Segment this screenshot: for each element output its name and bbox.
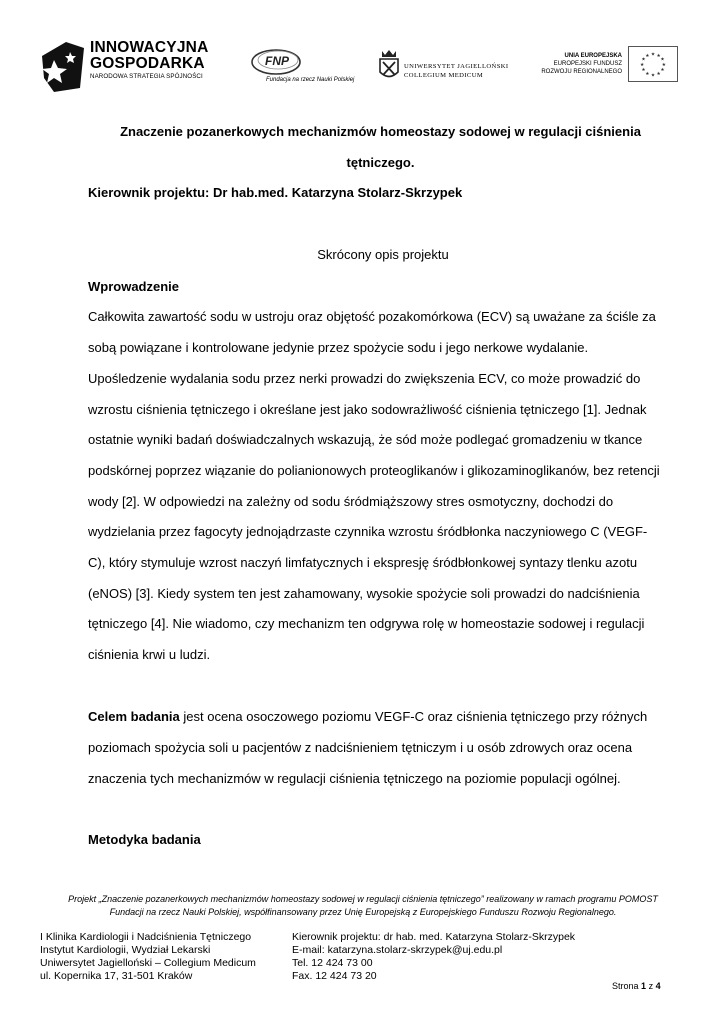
- eu-logo: [536, 46, 680, 84]
- subtitle: Skrócony opis projektu: [317, 247, 449, 262]
- svg-text:★: ★: [650, 73, 656, 79]
- methods-heading: Metodyka badania: [88, 832, 201, 847]
- intro-line: (eNOS) [3]. Kiedy system ten jest zahamowany, wysokie spożycie soli prowadzi do nadciśnienia: [88, 586, 640, 601]
- intro-heading: Wprowadzenie: [88, 279, 180, 294]
- innowacyjna-emblem-icon: [40, 38, 86, 94]
- footer-left-line: Instytut Kardiologii, Wydział Lekarski: [40, 944, 211, 956]
- footer-address: [40, 931, 256, 983]
- svg-text:★: ★: [660, 68, 665, 74]
- footer-right-line: Fax. 12 424 73 20: [292, 970, 377, 982]
- svg-text:★: ★: [640, 62, 645, 68]
- svg-text:★: ★: [661, 62, 666, 68]
- eu-line3: ROZWOJU REGIONALNEGO: [541, 69, 622, 75]
- intro-line: sobą powiązane i kontrolowane jedynie przez spożycie sodu i jego nerkowe wydalanie.: [88, 340, 589, 355]
- svg-text:★: ★: [656, 53, 661, 59]
- intro-line: ciśnienia krwi u ludzi.: [88, 647, 211, 662]
- svg-text:★: ★: [641, 57, 646, 63]
- svg-text:★: ★: [650, 52, 656, 58]
- svg-text:★: ★: [641, 68, 646, 74]
- svg-text:★: ★: [660, 57, 665, 63]
- page-total: 4: [655, 981, 661, 991]
- intro-line: Całkowita zawartość sodu w ustroju oraz objętość pozakomórkowa (ECV) są uważane za ściśle za: [88, 309, 656, 324]
- footer-right-line: Kierownik projektu: dr hab. med. Katarzyna Stolarz-Skrzypek: [292, 931, 576, 943]
- intro-line: podskórnej poprzez wiązanie do polianionowych proteoglikanów i glikozaminoglikanów, bez retencji: [88, 463, 660, 478]
- footer-right-line: Tel. 12 424 73 00: [292, 957, 373, 969]
- footer-note-line1: Projekt „Znaczenie pozanerkowych mechanizmów homeostazy sodowej w regulacji ciśnienia tętniczego” realizowany w ramach programu POMOST: [68, 894, 658, 904]
- aim-line3: znaczenia tych mechanizmów w regulacji ciśnienia tętniczego na poziomie populacji ogólnej.: [88, 771, 621, 786]
- intro-line: wody [2]. W odpowiedzi na zależny od sodu śródmiąższowy stres osmotyczny, dochodzi do: [88, 494, 614, 509]
- logo-ig-line1: INNOWACYJNA: [90, 39, 209, 56]
- footer-left-line: ul. Kopernika 17, 31-501 Kraków: [40, 970, 193, 982]
- doc-title-line1: Znaczenie pozanerkowych mechanizmów homeostazy sodowej w regulacji ciśnienia: [120, 124, 641, 139]
- uj-cm-logo: [378, 48, 524, 84]
- intro-line: wydzielania przez fagocyty jednojądrzaste czynnika wzrostu śródbłonka naczyniowego C (VEGF-: [88, 524, 648, 539]
- footer-right-line: E-mail: katarzyna.stolarz-skrzypek@uj.edu.pl: [292, 944, 503, 956]
- page-sep: z: [648, 981, 654, 991]
- page-label: Strona: [612, 981, 639, 991]
- eu-flag-icon: [628, 46, 678, 82]
- aim-bold: Celem badania: [88, 709, 180, 724]
- footer-note-line2: Fundacji na rzecz Nauki Polskiej, współfinansowany przez Unię Europejską z Europejskiego Funduszu Rozwoju Regionalnego.: [109, 907, 617, 917]
- uj-line1: UNIWERSYTET JAGIELLOŃSKI: [404, 63, 509, 70]
- page-current: 1: [641, 981, 647, 991]
- intro-line: wzrostu ciśnienia tętniczego i określane jest jako sodowrażliwość ciśnienia tętniczego [1]. Jednak: [88, 402, 647, 417]
- project-leader: Kierownik projektu: Dr hab.med. Katarzyna Stolarz-Skrzypek: [88, 185, 463, 200]
- logo-ig-line2: GOSPODARKA: [90, 55, 205, 72]
- eu-line1: UNIA EUROPEJSKA: [564, 53, 622, 59]
- aim-line1-rest: jest ocena osoczowego poziomu VEGF-C oraz ciśnienia tętniczego przy różnych: [179, 709, 648, 724]
- svg-text:★: ★: [645, 53, 650, 59]
- page-number: [612, 981, 661, 991]
- footer-left-line: I Klinika Kardiologii i Nadciśnienia Tętniczego: [40, 931, 252, 943]
- uj-crest-icon: [378, 48, 400, 82]
- aim-line2: poziomach spożycia soli u pacjentów z nadciśnieniem tętniczym i u osób zdrowych oraz ocena: [88, 740, 633, 755]
- innowacyjna-gospodarka-logo: [40, 38, 230, 94]
- logo-ig-line3: NARODOWA STRATEGIA SPÓJNOŚCI: [90, 73, 203, 80]
- intro-line: C), który stymuluje wzrost naczyń limfatycznych i ekspresję śródbłonkowej syntazy tlenku azotu: [88, 555, 638, 570]
- eu-line2: EUROPEJSKI FUNDUSZ: [553, 61, 622, 67]
- fnp-mark: FNP: [265, 54, 289, 68]
- svg-text:★: ★: [645, 71, 650, 77]
- footer-contact: [292, 931, 575, 983]
- fnp-caption: Fundacja na rzecz Nauki Polskiej: [266, 77, 355, 83]
- doc-title-line2: tętniczego.: [346, 155, 415, 170]
- svg-text:★: ★: [656, 71, 661, 77]
- aim-line1: [88, 709, 647, 724]
- footer-note: [36, 893, 690, 919]
- fnp-logo: [244, 46, 369, 90]
- intro-line: Upośledzenie wydalania sodu przez nerki prowadzi do zwiększenia ECV, co może prowadzić do: [88, 371, 641, 386]
- intro-line: tętniczego [4]. Nie wiadomo, czy mechanizm ten odgrywa rolę w homeostazie sodowej i regulacji: [88, 616, 645, 631]
- footer-left-line: Uniwersytet Jagielloński – Collegium Medicum: [40, 957, 256, 969]
- uj-line2: COLLEGIUM MEDICUM: [404, 72, 484, 79]
- intro-line: ostatnie wyniki badań doświadczalnych wskazują, że sód może podlegać gromadzeniu w tkance: [88, 432, 643, 447]
